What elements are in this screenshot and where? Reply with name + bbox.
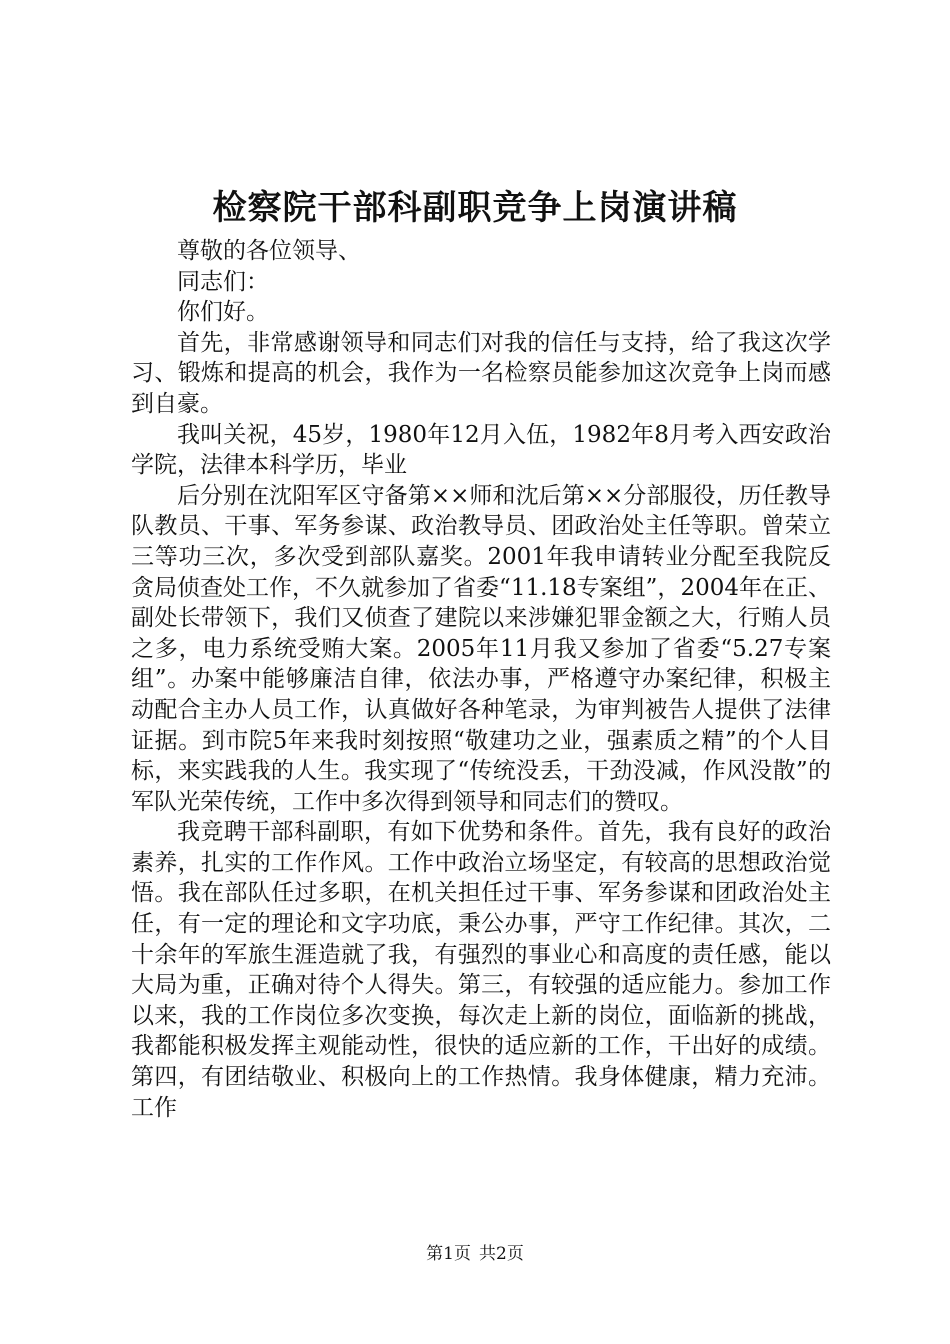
page-footer [0, 1243, 950, 1265]
salutation-line: 尊敬的各位领导、 [177, 238, 361, 264]
page-total: 共2页 [479, 1244, 524, 1264]
salutation-line: 同志们： [177, 268, 269, 295]
body-paragraph: 我叫关祝，45岁，1980年12月入伍，1982年8月考入西安政治学院，法律本科学历，毕业 [131, 421, 831, 479]
body-paragraph: 后分别在沈阳军区守备第××师和沈后第××分部服役，历任教导队教员、干事、军务参谋、政治教导员、团政治处主任等职。曾荣立三等功三次，多次受到部队嘉奖。2001年我申请转业分配至我院反贪局侦查处工作，不久就参加了省委“11.18专案组”，2004年在正、副处长带领下，我们又侦查了建院以来涉嫌犯罪金额之大，行贿人员之多，电力系统受贿大案。2005年11月我又参加了省委“5.27专案组”。办案中能够廉洁自律，依法办事，严格遵守办案纪律，积极主动配合主办人员工作，认真做好各种笔录，为审判被告人提供了法律证据。到市院5年来我时刻按照“敬建功之业，强素质之精”的个人目标，来实践我的人生。我实现了“传统没丢，干劲没减，作风没散”的军队光荣传统，工作中多次得到领导和同志们的赞叹。 [131, 482, 831, 815]
document-body [131, 236, 831, 1123]
body-paragraph: 我竞聘干部科副职，有如下优势和条件。首先，我有良好的政治素养，扎实的工作作风。工作中政治立场坚定，有较高的思想政治觉悟。我在部队任过多职，在机关担任过干事、军务参谋和团政治处主任，有一定的理论和文字功底，秉公办事，严守工作纪律。其次，二十余年的军旅生涯造就了我，有强烈的事业心和高度的责任感，能以大局为重，正确对待个人得失。第三，有较强的适应能力。参加工作以来，我的工作岗位多次变换，每次走上新的岗位，面临新的挑战，我都能积极发挥主观能动性，很快的适应新的工作，干出好的成绩。第四，有团结敬业、积极向上的工作热情。我身体健康，精力充沛。工作 [131, 819, 831, 1121]
greeting-line: 你们好。 [177, 299, 269, 326]
page-number: 第1页 [426, 1244, 471, 1264]
document-title: 检察院干部科副职竞争上岗演讲稿 [212, 188, 738, 228]
body-paragraph: 首先，非常感谢领导和同志们对我的信任与支持，给了我这次学习、锻炼和提高的机会，我作为一名检察员能参加这次竞争上岗而感到自豪。 [131, 329, 831, 417]
